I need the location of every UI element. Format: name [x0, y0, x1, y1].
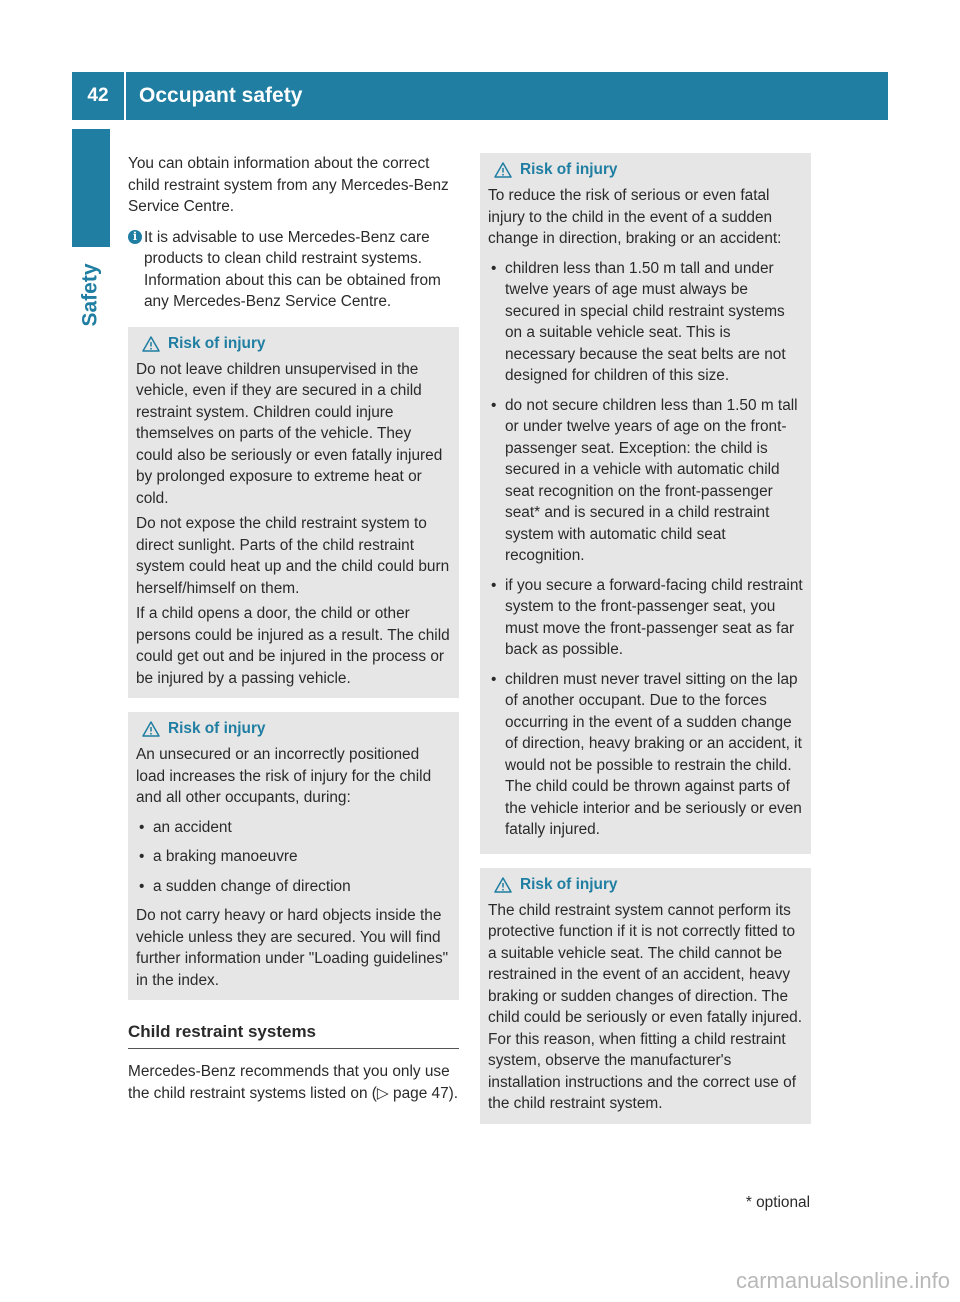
list-item: • a braking manoeuvre	[136, 846, 451, 868]
warning-title-4	[488, 874, 803, 896]
warning-paragraph: Do not leave children unsupervised in the vehicle, even if they are secured in a child restraint system. Children could injure themselves on parts of the vehicle. They could also be seriously or even fatally injured by prolonged exposure to extreme heat or cold.	[136, 360, 443, 507]
list-item: • children less than 1.50 m tall and under twelve years of age must always be secured in special child restraint systems on a suitable vehicle seat. This is necessary because the seat belts are not designed for children of this size.	[488, 258, 803, 387]
warning-box-3	[480, 153, 811, 854]
warning-triangle-icon	[142, 721, 160, 737]
right-column	[480, 153, 811, 1138]
warning-tail: Do not carry heavy or hard objects inside the vehicle unless they are secured. You will find further information under "Loading guidelines" in the index.	[136, 907, 449, 989]
warning-paragraph: Do not expose the child restraint system to direct sunlight. Parts of the child restraint system could heat up and the child could burn herself/himself on them.	[136, 515, 450, 597]
watermark: carmanualsonline.info	[735, 1268, 950, 1293]
list-item: • an accident	[136, 817, 451, 839]
side-tab	[72, 129, 110, 247]
warning-bullet-list	[488, 258, 803, 841]
warning-title-1	[136, 333, 451, 355]
side-tab-label-wrap	[72, 250, 110, 340]
warning-title-text: Risk of injury	[520, 161, 618, 178]
footnote: * optional	[745, 1194, 810, 1211]
warning-title-text: Risk of injury	[520, 875, 618, 893]
warning-triangle-icon	[142, 336, 160, 352]
page-header	[72, 72, 888, 120]
section-paragraph: Mercedes-Benz recommends that you only use the child restraint systems listed on (▷ page 47).	[128, 1063, 459, 1102]
warning-paragraph: The child restraint system cannot perform its protective function if it is not correctly fitted to a suitable vehicle seat. The child cannot be restrained in the event of an accident, heavy braking or sudden changes of direction. The child could be seriously or even fatally injured. For this reason, when fitting a child restraint system, observe the manufacturer's installation instructions and the correct use of the child restraint system.	[488, 901, 802, 1112]
warning-box-1	[128, 327, 459, 699]
info-note	[128, 227, 459, 313]
warning-triangle-icon	[494, 877, 512, 893]
warning-title-text: Risk of injury	[168, 334, 266, 352]
left-column	[128, 153, 459, 1104]
list-item: • children must never travel sitting on the lap of another occupant. Due to the forces occurring in the event of a sudden change of direction, heavy braking or an accident, it would not be possible to restrain the child. The child could be thrown against parts of the vehicle interior and be seriously or even fatally injured.	[488, 669, 803, 841]
page-title: Occupant safety	[139, 84, 303, 107]
warning-bullet-list	[136, 817, 451, 898]
warning-triangle-icon	[494, 162, 512, 178]
warning-box-2	[128, 712, 459, 1000]
intro-paragraph: You can obtain information about the correct child restraint system from any Mercedes-Benz Service Centre.	[128, 155, 449, 215]
section-heading: Child restraint systems	[128, 1020, 459, 1049]
list-item: • do not secure children less than 1.50 m tall or under twelve years of age on the front-passenger seat. Exception: the child is secured in a vehicle with automatic child seat recognition on the front-passenger seat* and is secured in a child restraint system with automatic child seat recognition.	[488, 395, 803, 567]
warning-lead: To reduce the risk of serious or even fatal injury to the child in the event of a sudden change in direction, braking or an accident:	[488, 187, 782, 247]
side-tab-label: Safety	[79, 263, 102, 327]
warning-lead: An unsecured or an incorrectly positioned load increases the risk of injury for the child and all other occupants, during:	[136, 746, 432, 806]
warning-title-2	[136, 718, 451, 740]
warning-title-text: Risk of injury	[168, 720, 266, 737]
page-number: 42	[72, 72, 126, 120]
list-item: • a sudden change of direction	[136, 876, 451, 898]
warning-box-4	[480, 868, 811, 1124]
list-item: • if you secure a forward-facing child restraint system to the front-passenger seat, you must move the front-passenger seat as far back as possible.	[488, 575, 803, 661]
warning-title-3	[488, 159, 803, 181]
info-icon: i	[128, 230, 142, 244]
warning-paragraph: If a child opens a door, the child or other persons could be injured as a result. The child could get out and be injured in the process or be injured by a passing vehicle.	[136, 605, 450, 687]
info-note-text: It is advisable to use Mercedes-Benz care products to clean child restraint systems. Information about this can be obtained from any Mercedes-Benz Service Centre.	[144, 228, 441, 310]
